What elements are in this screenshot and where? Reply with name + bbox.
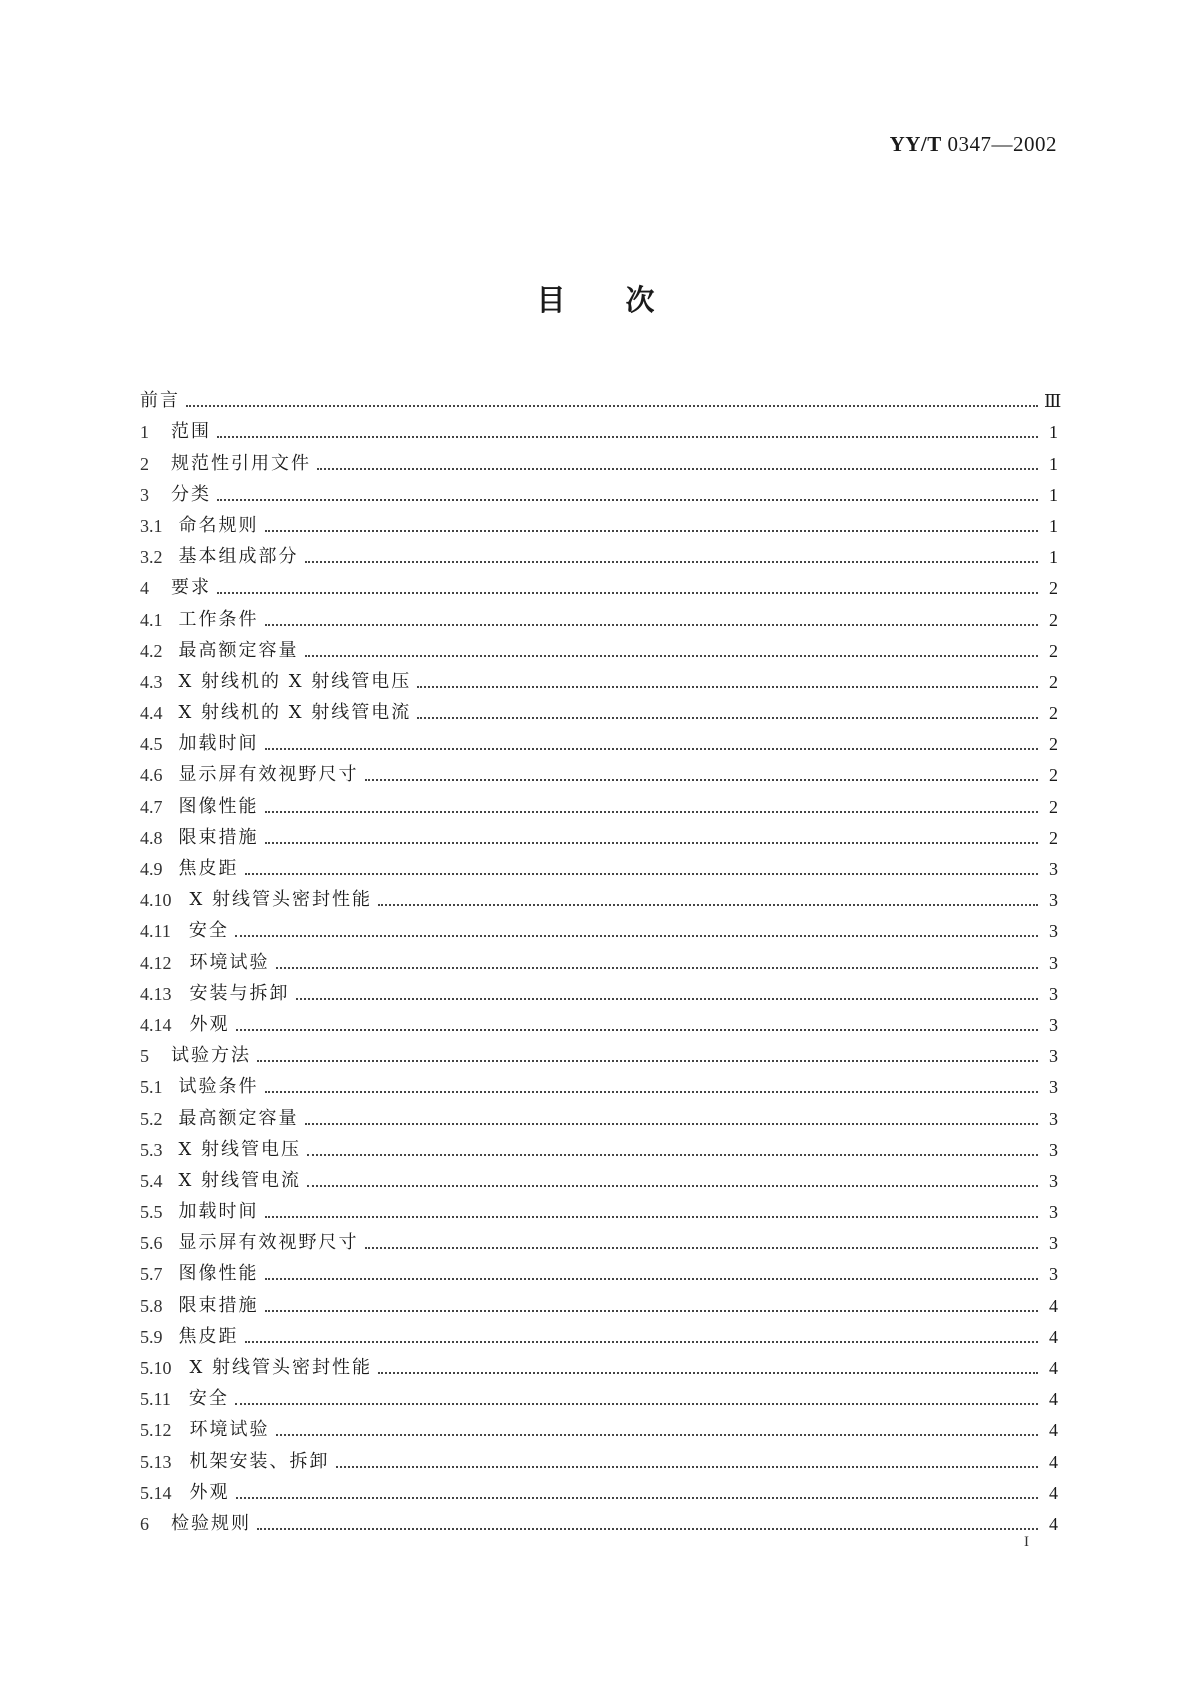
toc-entry-page: 2 [1049, 703, 1058, 724]
toc-entry-page: 3 [1049, 921, 1058, 942]
toc-dot-leader [265, 530, 1039, 532]
toc-entry[interactable] [140, 694, 1058, 725]
toc-entry-label: 焦皮距 [178, 1325, 239, 1347]
toc-dot-leader [378, 1372, 1038, 1374]
toc-entry-label: 焦皮距 [178, 858, 239, 879]
toc-entry[interactable] [140, 1224, 1058, 1255]
toc-entry[interactable] [140, 569, 1058, 600]
toc-entry-number: 4.10 [140, 890, 172, 911]
toc-entry[interactable] [140, 819, 1058, 850]
toc-entry[interactable] [140, 1286, 1058, 1317]
toc-entry[interactable] [140, 1255, 1058, 1286]
toc-entry-number: 3.2 [140, 547, 163, 568]
toc-dot-leader [378, 904, 1038, 906]
toc-entry[interactable] [140, 1474, 1058, 1505]
toc-entry[interactable] [140, 1193, 1058, 1224]
toc-dot-leader [296, 998, 1039, 1000]
toc-entry[interactable] [140, 444, 1058, 475]
toc-entry-page: 3 [1049, 952, 1058, 973]
toc-entry-page: 3 [1049, 983, 1058, 1004]
toc-entry-number: 4.14 [140, 1014, 172, 1035]
toc-entry-page: 4 [1049, 1295, 1058, 1316]
toc-dot-leader [265, 1091, 1039, 1093]
toc-entry[interactable] [140, 787, 1058, 818]
toc-entry-page: 3 [1049, 890, 1058, 911]
toc-entry-page: 4 [1049, 1513, 1058, 1534]
toc-entry-label: 分类 [171, 483, 211, 505]
toc-entry-label: 规范性引用文件 [171, 452, 311, 474]
toc-dot-leader [265, 811, 1039, 813]
toc-dot-leader [265, 1278, 1039, 1280]
toc-entry-number: 5.2 [140, 1108, 163, 1129]
toc-entry-number: 4 [140, 578, 149, 599]
toc-entry[interactable] [140, 600, 1058, 631]
toc-entry-number: 3 [140, 484, 149, 505]
toc-entry-page: 2 [1049, 640, 1058, 661]
toc-dot-leader [217, 592, 1038, 594]
toc-entry-page: 3 [1049, 1014, 1058, 1035]
toc-entry-page: 2 [1049, 671, 1058, 692]
toc-entry-label: 限束措施 [178, 1294, 259, 1316]
toc-dot-leader [307, 1154, 1038, 1156]
toc-entry-label: 显示屏有效视野尺寸 [178, 764, 359, 786]
toc-entry-label: 工作条件 [178, 608, 259, 630]
toc-entry-number: 4.5 [140, 734, 163, 755]
toc-entry-page: 2 [1049, 609, 1058, 630]
toc-entry-page: 3 [1049, 1108, 1058, 1129]
toc-entry-number: 5.4 [140, 1170, 163, 1191]
toc-entry-number: 4.1 [140, 609, 163, 630]
toc-dot-leader [235, 935, 1038, 937]
toc-entry[interactable] [140, 725, 1058, 756]
toc-dot-leader [186, 405, 1038, 407]
toc-entry[interactable] [140, 912, 1058, 943]
toc-entry-page: 3 [1049, 1233, 1058, 1254]
toc-entry-label: 前言 [140, 390, 180, 412]
toc-entry-label: 加载时间 [178, 733, 259, 755]
toc-entry-label: X 射线管电压 [178, 1138, 302, 1160]
toc-entry-number: 5.8 [140, 1295, 163, 1316]
toc-entry-page: 3 [1049, 1077, 1058, 1098]
toc-entry-label: 试验方法 [171, 1045, 251, 1067]
toc-entry[interactable] [140, 850, 1058, 881]
toc-entry[interactable] [140, 413, 1058, 444]
toc-entry-number: 1 [140, 422, 149, 443]
toc-entry-label: 外观 [189, 1481, 230, 1503]
toc-entry-page: 4 [1049, 1482, 1058, 1503]
toc-entry-label: X 射线管电流 [178, 1169, 302, 1191]
toc-entry-page: 2 [1049, 765, 1058, 786]
toc-entry-label: 环境试验 [189, 1419, 270, 1441]
toc-entry[interactable] [140, 663, 1058, 694]
toc-entry-number: 5.12 [140, 1420, 172, 1441]
toc-dot-leader [276, 967, 1039, 969]
toc-dot-leader [236, 1497, 1039, 1499]
toc-entry-label: 最高额定容量 [178, 1107, 299, 1129]
toc-entry[interactable] [140, 1380, 1058, 1411]
toc-entry-label: 显示屏有效视野尺寸 [178, 1232, 359, 1254]
toc-entry[interactable] [140, 1505, 1058, 1536]
toc-entry-page: 1 [1049, 453, 1058, 474]
toc-entry-label: 命名规则 [178, 514, 259, 536]
toc-entry-number: 3.1 [140, 515, 163, 536]
toc-entry-number: 5.11 [140, 1389, 171, 1410]
toc-entry-number: 5.6 [140, 1233, 163, 1254]
toc-dot-leader [245, 1341, 1039, 1343]
toc-entry[interactable] [140, 538, 1058, 569]
toc-entry-number: 4.11 [140, 921, 171, 942]
toc-entry-number: 5.3 [140, 1139, 163, 1160]
toc-entry-label: 要求 [171, 577, 211, 599]
toc-dot-leader [217, 499, 1038, 501]
toc-entry[interactable] [140, 1442, 1058, 1473]
toc-title: 目次 [536, 283, 715, 317]
toc-entry-page: 2 [1049, 796, 1058, 817]
toc-entry-label: X 射线机的 X 射线管电流 [178, 702, 412, 724]
toc-dot-leader [417, 717, 1038, 719]
toc-entry-label: 安全 [188, 920, 229, 942]
toc-entry-page: Ⅲ [1044, 391, 1062, 412]
toc-entry-number: 5.10 [140, 1358, 172, 1378]
toc-entry-label: 图像性能 [178, 795, 259, 817]
toc-dot-leader [265, 1310, 1039, 1312]
table-of-contents [140, 382, 1062, 1536]
toc-entry-number: 4.2 [140, 640, 163, 661]
toc-entry-label: 限束措施 [178, 826, 259, 848]
toc-entry-label: 图像性能 [178, 1263, 259, 1285]
toc-entry-number: 5.9 [140, 1326, 163, 1347]
toc-entry[interactable] [140, 632, 1058, 663]
toc-entry-number: 4.3 [140, 671, 163, 692]
toc-entry[interactable] [140, 1162, 1058, 1193]
toc-entry-page: 3 [1049, 1264, 1058, 1285]
toc-entry-page: 1 [1049, 484, 1058, 505]
page-number: I [1024, 1534, 1029, 1550]
standard-code [890, 132, 1057, 157]
toc-dot-leader [265, 842, 1039, 844]
toc-dot-leader [257, 1060, 1038, 1062]
toc-entry-page: 3 [1049, 1170, 1058, 1191]
toc-entry-number: 4.9 [140, 859, 163, 879]
toc-entry[interactable] [140, 1318, 1058, 1349]
toc-entry-label: 最高额定容量 [178, 639, 299, 661]
toc-entry-number: 5.13 [140, 1451, 172, 1472]
toc-entry-page: 3 [1049, 1046, 1058, 1067]
toc-entry-label: 安装与拆卸 [189, 982, 290, 1004]
toc-dot-leader [276, 1434, 1039, 1436]
toc-dot-leader [236, 1029, 1039, 1031]
toc-dot-leader [217, 436, 1038, 438]
toc-entry-label: 加载时间 [178, 1201, 259, 1223]
toc-dot-leader [265, 624, 1039, 626]
toc-entry-number: 6 [140, 1513, 149, 1534]
toc-dot-leader [307, 1185, 1038, 1187]
standard-number: 0347—2002 [947, 132, 1057, 156]
toc-entry-page: 2 [1049, 827, 1058, 848]
toc-entry[interactable] [140, 1006, 1058, 1037]
toc-entry-page: 3 [1049, 859, 1058, 879]
toc-dot-leader [305, 655, 1039, 657]
toc-entry-page: 4 [1049, 1326, 1058, 1347]
toc-entry-label: 安全 [188, 1388, 229, 1410]
toc-entry-number: 5.1 [140, 1077, 163, 1098]
toc-entry-page: 4 [1049, 1358, 1058, 1378]
toc-dot-leader [417, 686, 1038, 688]
toc-entry-page: 3 [1049, 1139, 1058, 1160]
toc-entry[interactable] [140, 476, 1058, 507]
toc-dot-leader [245, 873, 1039, 875]
toc-entry-page: 4 [1049, 1451, 1058, 1472]
toc-entry-label: 试验条件 [178, 1076, 259, 1098]
toc-dot-leader [265, 748, 1039, 750]
toc-entry[interactable] [140, 881, 1058, 912]
toc-entry-page: 1 [1049, 515, 1058, 536]
toc-entry[interactable] [140, 382, 1062, 413]
toc-entry[interactable] [140, 1068, 1058, 1099]
toc-entry-label: 范围 [171, 421, 211, 443]
toc-entry-page: 1 [1049, 422, 1058, 443]
toc-entry-page: 1 [1049, 547, 1058, 568]
toc-dot-leader [365, 779, 1039, 781]
toc-entry[interactable] [140, 1037, 1058, 1068]
toc-entry-number: 5.5 [140, 1202, 163, 1223]
toc-entry-label: 基本组成部分 [178, 546, 299, 568]
toc-entry-page: 4 [1049, 1389, 1058, 1410]
toc-entry-label: 外观 [189, 1013, 230, 1035]
toc-dot-leader [365, 1247, 1039, 1249]
toc-entry-number: 5.7 [140, 1264, 163, 1285]
toc-entry[interactable] [140, 1349, 1058, 1380]
toc-dot-leader [257, 1528, 1038, 1530]
toc-entry-number: 4.7 [140, 796, 163, 817]
toc-entry-label: 机架安装、拆卸 [189, 1450, 330, 1472]
toc-entry-number: 4.13 [140, 983, 172, 1004]
toc-entry-number: 4.8 [140, 827, 163, 848]
toc-dot-leader [336, 1466, 1039, 1468]
toc-entry-number: 4.12 [140, 952, 172, 973]
toc-entry-label: 环境试验 [189, 951, 270, 973]
toc-entry[interactable] [140, 975, 1058, 1006]
toc-dot-leader [265, 1216, 1039, 1218]
toc-entry-page: 2 [1049, 734, 1058, 755]
toc-dot-leader [305, 1123, 1039, 1125]
toc-entry-page: 3 [1049, 1202, 1058, 1223]
toc-dot-leader [305, 561, 1039, 563]
toc-entry-number: 4.6 [140, 765, 163, 786]
toc-entry-number: 5 [140, 1046, 149, 1067]
toc-entry-label: X 射线机的 X 射线管电压 [178, 670, 412, 692]
toc-entry[interactable] [140, 943, 1058, 974]
toc-entry[interactable] [140, 756, 1058, 787]
toc-entry[interactable] [140, 1131, 1058, 1162]
toc-entry-page: 2 [1049, 578, 1058, 599]
toc-entry-number: 4.4 [140, 703, 163, 724]
toc-entry-label: X 射线管头密封性能 [189, 1357, 373, 1378]
toc-entry-label: X 射线管头密封性能 [189, 889, 373, 911]
toc-entry[interactable] [140, 507, 1058, 538]
toc-entry-label: 检验规则 [171, 1512, 251, 1534]
toc-entry-number: 5.14 [140, 1482, 172, 1503]
toc-dot-leader [235, 1403, 1038, 1405]
toc-entry[interactable] [140, 1099, 1058, 1130]
toc-entry-number: 2 [140, 453, 149, 474]
toc-entry-page: 4 [1049, 1420, 1058, 1441]
toc-dot-leader [317, 468, 1038, 470]
toc-entry[interactable] [140, 1411, 1058, 1442]
standard-prefix: YY/T [889, 132, 942, 156]
